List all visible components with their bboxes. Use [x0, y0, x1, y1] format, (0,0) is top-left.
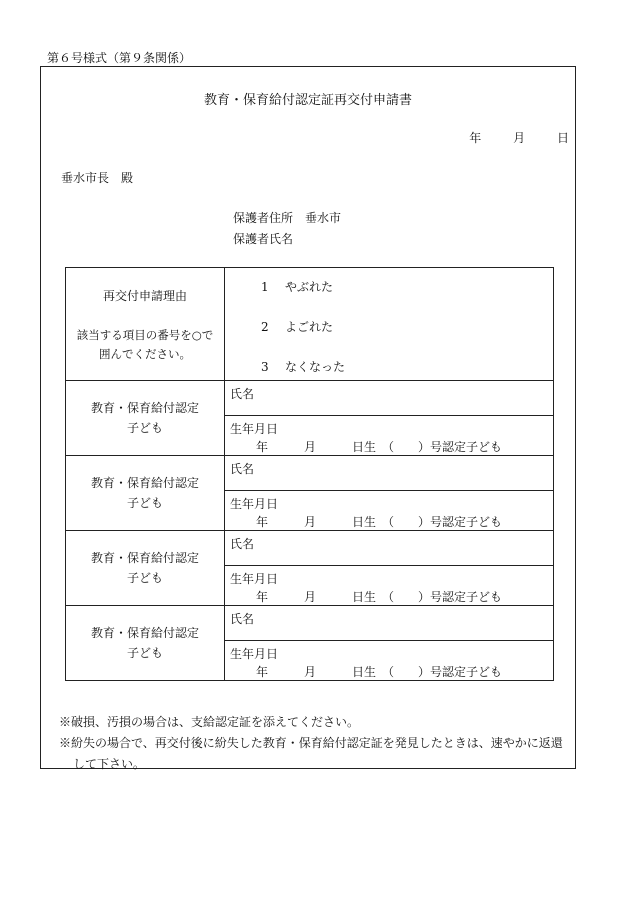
- reason-option-3-label: なくなった: [285, 360, 346, 374]
- child-2-name-row: [66, 456, 554, 491]
- child-2-name-field[interactable]: [225, 456, 554, 491]
- reason-note-line1: 該当する項目の番号を○で: [76, 328, 214, 342]
- form-number-label: 第６号様式（第９条関係）: [47, 51, 192, 65]
- date-line: [441, 129, 569, 146]
- child-4-dob-line: 年 月 日生 （ ）号認定子ども: [256, 665, 503, 679]
- child-3-name-label: 氏名: [230, 537, 255, 551]
- child-1-name-row: [66, 381, 554, 416]
- child-3-dob-field[interactable]: [225, 566, 554, 606]
- reason-option-3-number: 3: [261, 360, 269, 374]
- child-1-label-line1: 教育・保育給付認定: [90, 401, 199, 415]
- note-1: ※破損、汚損の場合は、支給認定証を添えてください。: [59, 715, 360, 729]
- child-4-name-row: [66, 606, 554, 641]
- child-3-label-line1: 教育・保育給付認定: [90, 551, 199, 565]
- child-3-label-line2: 子ども: [126, 571, 163, 585]
- child-4-name-field[interactable]: [225, 606, 554, 641]
- child-3-name-row: [66, 531, 554, 566]
- child-2-label-cell: [66, 456, 225, 531]
- reason-option-1[interactable]: [261, 278, 333, 295]
- reason-row: [66, 268, 554, 381]
- reason-option-1-label: やぶれた: [285, 280, 334, 294]
- reason-note-line2: 囲んでください。: [99, 347, 191, 361]
- child-1-dob-label: 生年月日: [230, 422, 279, 436]
- child-1-name-label: 氏名: [230, 387, 255, 401]
- reason-options-cell: [225, 268, 554, 381]
- child-4-dob-label: 生年月日: [230, 647, 279, 661]
- note-2-line2: して下さい。: [73, 757, 146, 771]
- child-1-name-field[interactable]: [225, 381, 554, 416]
- form-title: 教育・保育給付認定証再交付申請書: [203, 93, 412, 108]
- guardian-name-label: 保護者氏名: [233, 232, 294, 246]
- child-3-dob-line: 年 月 日生 （ ）号認定子ども: [256, 590, 503, 604]
- date-year: 年: [469, 131, 482, 145]
- child-1-label-line2: 子ども: [126, 421, 163, 435]
- child-1-dob-field[interactable]: [225, 416, 554, 456]
- form-frame: [40, 66, 576, 769]
- child-3-name-field[interactable]: [225, 531, 554, 566]
- note-2-line1: ※紛失の場合で、再交付後に紛失した教育・保育給付認定証を発見したときは、速やかに返還: [59, 736, 563, 750]
- child-4-name-label: 氏名: [230, 612, 255, 626]
- child-2-name-label: 氏名: [230, 462, 255, 476]
- child-4-dob-field[interactable]: [225, 641, 554, 681]
- reason-option-2-label: よごれた: [285, 320, 334, 334]
- guardian-address-label: 保護者住所 垂水市: [233, 211, 342, 225]
- reason-option-1-number: 1: [261, 280, 269, 294]
- application-table: [65, 267, 554, 681]
- child-2-dob-line: 年 月 日生 （ ）号認定子ども: [256, 515, 503, 529]
- reason-option-2[interactable]: [261, 318, 333, 335]
- child-2-label-line1: 教育・保育給付認定: [90, 476, 199, 490]
- notes: [59, 712, 563, 775]
- child-4-label-line1: 教育・保育給付認定: [90, 626, 199, 640]
- child-2-label-line2: 子ども: [126, 496, 163, 510]
- child-2-dob-label: 生年月日: [230, 497, 279, 511]
- reason-option-2-number: 2: [261, 320, 269, 334]
- child-4-label-cell: [66, 606, 225, 681]
- addressee: 垂水市長 殿: [61, 171, 134, 185]
- reason-label-cell: [66, 268, 225, 381]
- date-day: 日: [556, 131, 569, 145]
- reason-option-3[interactable]: [261, 358, 345, 375]
- child-1-label-cell: [66, 381, 225, 456]
- child-1-dob-line: 年 月 日生 （ ）号認定子ども: [256, 440, 503, 454]
- child-2-dob-field[interactable]: [225, 491, 554, 531]
- reason-heading: 再交付申請理由: [102, 289, 187, 303]
- date-month: 月: [513, 131, 526, 145]
- child-3-label-cell: [66, 531, 225, 606]
- reason-note: [66, 326, 224, 364]
- child-3-dob-label: 生年月日: [230, 572, 279, 586]
- child-4-label-line2: 子ども: [126, 646, 163, 660]
